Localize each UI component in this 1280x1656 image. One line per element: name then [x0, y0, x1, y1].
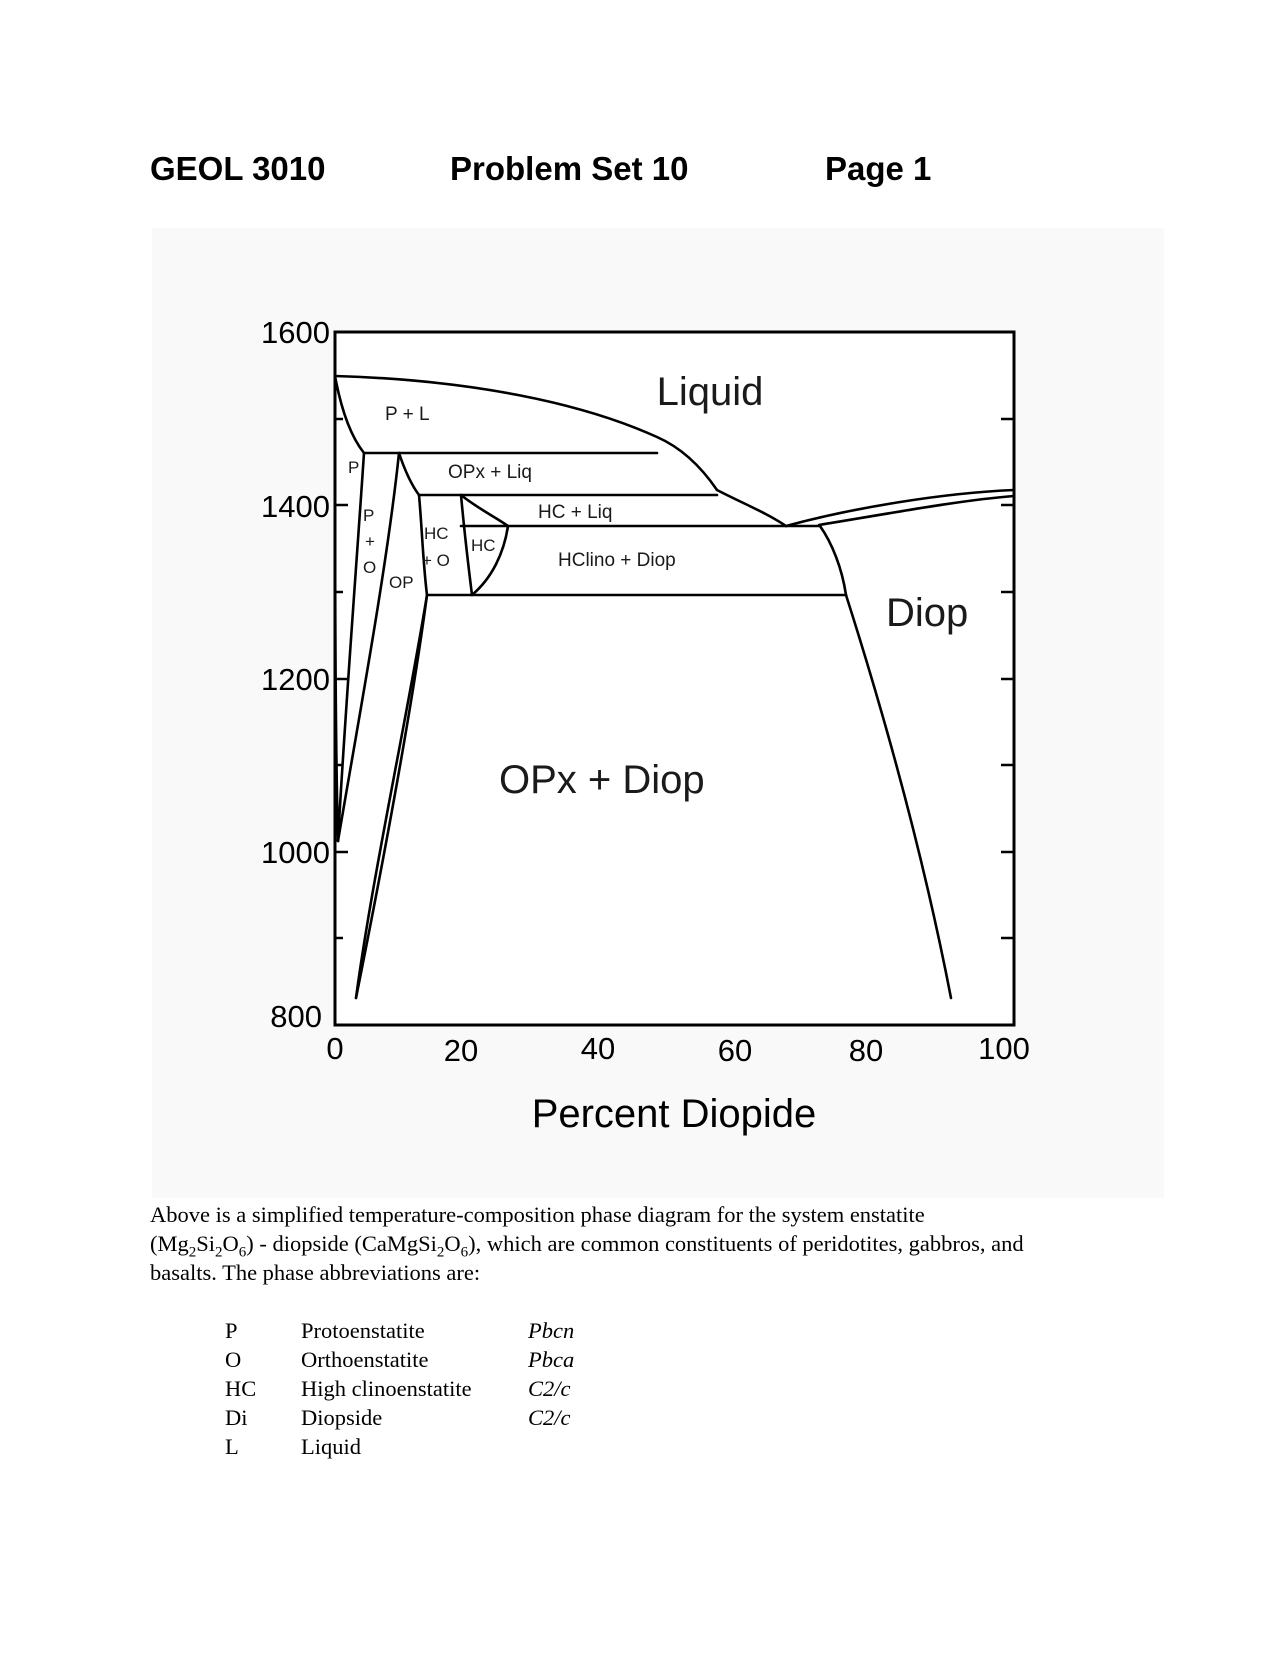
intro-paragraph: [150, 1200, 1150, 1287]
region-label-liquid: Liquid: [656, 370, 764, 414]
phase-diagram-figure: [152, 228, 1164, 1198]
subscript: 2: [188, 1244, 197, 1261]
intro-text: O: [222, 1231, 239, 1256]
phase-row: [225, 1347, 825, 1376]
y-tick-label: 1200: [261, 662, 330, 697]
intro-text: O: [444, 1231, 461, 1256]
y-tick-label: 1400: [261, 489, 330, 524]
phase-code: L: [225, 1434, 239, 1459]
phase-name: Liquid: [301, 1434, 361, 1459]
plot-frame: [335, 332, 1014, 1025]
region-label-p-o-line1: P: [363, 506, 375, 525]
y-tick-label: 800: [270, 999, 322, 1034]
space-group: Pbcn: [528, 1318, 575, 1343]
region-label-opx-diop: OPx + Diop: [499, 758, 705, 802]
intro-text: (Mg: [150, 1231, 189, 1256]
intro-line-1: Above is a simplified temperature-composition phase diagram for the system enstatite: [150, 1202, 925, 1227]
x-tick-label: 20: [443, 1033, 479, 1068]
region-label-hclino-diop: HClino + Diop: [558, 550, 676, 571]
phase-diagram: [152, 228, 1164, 1198]
page-header: [150, 150, 1150, 190]
subscript: 6: [238, 1244, 247, 1261]
intro-text: Si: [196, 1231, 216, 1256]
phase-code: Di: [225, 1405, 248, 1430]
region-label-hc-o-line2: + O: [422, 551, 450, 570]
intro-text: ), which are common constituents of peridotites, gabbros, and: [468, 1231, 1024, 1256]
y-tick-label: 1000: [261, 835, 330, 870]
region-label-p: P: [348, 458, 360, 477]
x-axis-label: Percent Diopide: [531, 1092, 817, 1136]
phase-row: [225, 1434, 825, 1463]
phase-row: [225, 1318, 825, 1347]
x-tick-label: 80: [848, 1033, 884, 1068]
region-label-p-o-line2: +: [365, 532, 375, 551]
phase-code: P: [225, 1318, 238, 1343]
intro-line-3: basalts. The phase abbreviations are:: [150, 1260, 481, 1285]
phase-code: HC: [225, 1376, 257, 1401]
page-number: Page 1: [825, 150, 932, 187]
region-label-p-l: P + L: [385, 404, 430, 425]
region-label-diop: Diop: [886, 591, 969, 635]
region-label-p-o-line3: O: [363, 558, 377, 577]
x-tick-label: 100: [978, 1031, 1030, 1066]
problem-set-title: Problem Set 10: [450, 150, 689, 187]
region-label-hc-liq: HC + Liq: [538, 502, 613, 523]
space-group: C2/c: [528, 1405, 571, 1430]
phase-name: High clinoenstatite: [301, 1376, 472, 1401]
x-tick-label: 0: [326, 1031, 344, 1066]
subscript: 2: [215, 1244, 223, 1261]
y-tick-label: 1600: [261, 315, 330, 350]
phase-row: [225, 1405, 825, 1434]
space-group: C2/c: [528, 1376, 571, 1401]
phase-code: O: [225, 1347, 242, 1372]
x-tick-label: 60: [717, 1033, 753, 1068]
phase-row: [225, 1376, 825, 1405]
region-label-hc-o-line1: HC: [424, 524, 449, 543]
region-label-hc: HC: [471, 536, 496, 555]
phase-abbreviation-list: [225, 1318, 825, 1463]
region-label-op: OP: [389, 573, 414, 592]
phase-name: Protoenstatite: [301, 1318, 425, 1343]
phase-name: Orthoenstatite: [301, 1347, 429, 1372]
intro-text: ) - diopside (CaMgSi: [246, 1231, 437, 1256]
phase-name: Diopside: [301, 1405, 383, 1430]
course-code: GEOL 3010: [150, 150, 326, 187]
space-group: Pbca: [528, 1347, 575, 1372]
subscript: 2: [436, 1244, 445, 1261]
x-tick-label: 40: [580, 1031, 616, 1066]
subscript: 6: [460, 1244, 469, 1261]
region-label-opx-liq: OPx + Liq: [448, 462, 532, 483]
